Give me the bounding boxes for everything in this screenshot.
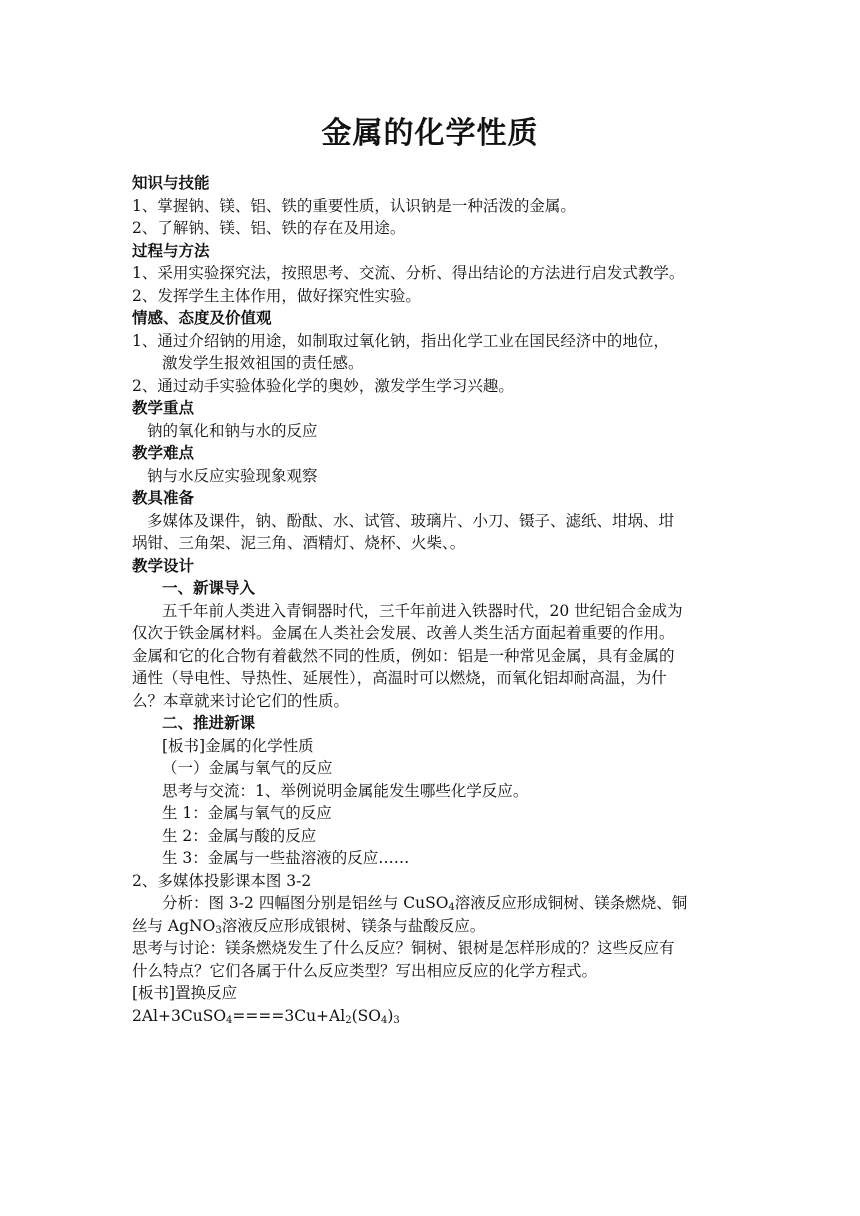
paragraph: 2、多媒体投影课本图 3-2 (132, 871, 312, 890)
text-run: 2Al+3CuSO (132, 1006, 227, 1025)
paragraph: [板书]金属的化学性质 (162, 736, 314, 755)
paragraph: 什么特点？它们各属于什么反应类型？写出相应反应的化学方程式。 (132, 961, 598, 980)
paragraph: 1、采用实验探究法，按照思考、交流、分析、得出结论的方法进行启发式教学。 (132, 264, 685, 282)
paragraph: 埚钳、三角架、泥三角、酒精灯、烧杯、火柴、。 (132, 534, 466, 552)
paragraph: 通性（导电性、导热性、延展性），高温时可以燃烧，而氧化铝却耐高温，为什 (132, 669, 667, 687)
paragraph: 2、了解钠、镁、铝、铁的存在及用途。 (132, 219, 406, 237)
text-run: 溶液反应形成铜树、镁条燃烧、铜 (454, 894, 688, 912)
paragraph: 激发学生报效祖国的责任感。 (162, 354, 364, 372)
paragraph: 2、发挥学生主体作用，做好探究性实验。 (132, 286, 421, 305)
paragraph (132, 915, 732, 938)
chemical-equation (132, 1005, 732, 1028)
paragraph: 仅次于铁金属材料。金属在人类社会发展、改善人类生活方面起着重要的作用。 (132, 624, 675, 642)
heading-process: 过程与方法 (132, 241, 210, 260)
paragraph: 2、通过动手实验体验化学的奥妙，激发学生学习兴趣。 (132, 376, 514, 395)
text-run: ====3Cu+Al (232, 1006, 346, 1025)
paragraph: 思考与交流：1、举例说明金属能发生哪些化学反应。 (162, 781, 529, 800)
paragraph: 生 2：金属与酸的反应 (162, 826, 317, 845)
paragraph: （一）金属与氧气的反应 (162, 759, 333, 777)
paragraph: 钠与水反应实验现象观察 (147, 466, 318, 485)
text-run: 丝与 AgNO (132, 916, 216, 935)
heading-focus: 教学重点 (132, 399, 195, 417)
paragraph: 思考与讨论：镁条燃烧发生了什么反应？铜树、银树是怎样形成的？这些反应有 (132, 939, 675, 957)
heading-step1: 一、新课导入 (162, 579, 256, 597)
paragraph (132, 892, 732, 915)
subscript: 3 (215, 924, 222, 936)
subscript: 4 (448, 902, 455, 913)
subscript: 2 (345, 1014, 352, 1026)
text-run: ) (387, 1006, 394, 1025)
paragraph: 五千年前人类进入青铜器时代，三千年前进入铁器时代，20 世纪铝合金成为 (162, 601, 683, 620)
heading-difficulty: 教学难点 (132, 444, 195, 462)
paragraph: 1、掌握钠、镁、铝、铁的重要性质，认识钠是一种活泼的金属。 (132, 196, 576, 215)
text-run: (SO (351, 1006, 381, 1025)
subscript: 4 (380, 1014, 388, 1026)
paragraph: 钠的氧化和钠与水的反应 (147, 421, 318, 440)
paragraph: 生 3：金属与一些盐溶液的反应…… (162, 849, 410, 867)
text-run: 溶液反应形成银树、镁条与盐酸反应。 (221, 916, 486, 935)
subscript: 4 (226, 1014, 233, 1026)
page-title: 金属的化学性质 (321, 116, 539, 151)
text-run: 分析：图 3-2 四幅图分别是铝丝与 CuSO (162, 894, 449, 912)
heading-knowledge: 知识与技能 (132, 174, 210, 192)
paragraph: 多媒体及课件，钠、酚酞、水、试管、玻璃片、小刀、镊子、滤纸、坩埚、坩 (147, 511, 675, 530)
subscript: 3 (393, 1014, 400, 1026)
paragraph: [板书]置换反应 (132, 984, 238, 1002)
heading-step2: 二、推进新课 (162, 714, 256, 732)
paragraph: 1、通过介绍钠的用途，如制取过氧化钠，指出化学工业在国民经济中的地位， (132, 331, 669, 350)
paragraph: 金属和它的化合物有着截然不同的性质，例如：铝是一种常见金属，具有金属的 (132, 646, 675, 665)
paragraph: 生 1：金属与氧气的反应 (162, 804, 332, 822)
heading-design: 教学设计 (132, 556, 195, 575)
document-body (132, 172, 732, 1027)
paragraph: 么？本章就来讨论它们的性质。 (132, 691, 350, 710)
heading-tools: 教具准备 (132, 489, 195, 507)
heading-emotion: 情感、态度及价值观 (132, 309, 272, 327)
